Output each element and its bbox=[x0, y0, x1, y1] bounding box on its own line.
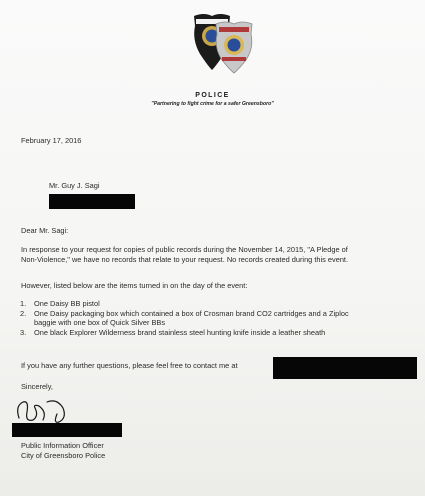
list-item: 2. One Daisy packaging box which contained a box of Crosman brand CO2 cartridges and a Ziploc baggie with one box of Quick Silver BBs bbox=[20, 308, 349, 328]
police-badge-icon bbox=[186, 10, 256, 74]
signatory-title: Public Information Officer bbox=[21, 441, 104, 450]
paragraph-2: However, listed below are the items turned in on the day of the event: bbox=[21, 281, 248, 290]
paragraph-1-line-1: In response to your request for copies of public records during the November 14, 2015, "A Pledge of bbox=[21, 245, 348, 254]
redacted-contact bbox=[273, 357, 417, 379]
signatory-department: City of Greensboro Police bbox=[21, 451, 106, 460]
closing-question: If you have any further questions, please feel free to contact me at bbox=[21, 361, 238, 370]
closing: Sincerely, bbox=[21, 382, 53, 391]
agency-name: POLICE bbox=[195, 92, 230, 99]
letter-date: February 17, 2016 bbox=[21, 136, 82, 145]
recipient-name: Mr. Guy J. Sagi bbox=[49, 181, 100, 190]
salutation: Dear Mr. Sagi: bbox=[21, 226, 69, 235]
agency-motto: "Partnering to fight crime for a safer Greensboro" bbox=[151, 101, 274, 107]
paragraph-1-line-2: Non-Violence," we have no records that relate to your request. No records created during this event. bbox=[21, 255, 349, 264]
list-item: 3. One black Explorer Wilderness brand stainless steel hunting knife inside a leather sheath bbox=[20, 327, 326, 337]
items-list bbox=[20, 299, 349, 337]
redacted-address bbox=[49, 194, 135, 209]
list-item: 1. One Daisy BB pistol bbox=[20, 299, 100, 308]
redacted-signatory-name bbox=[12, 423, 122, 437]
